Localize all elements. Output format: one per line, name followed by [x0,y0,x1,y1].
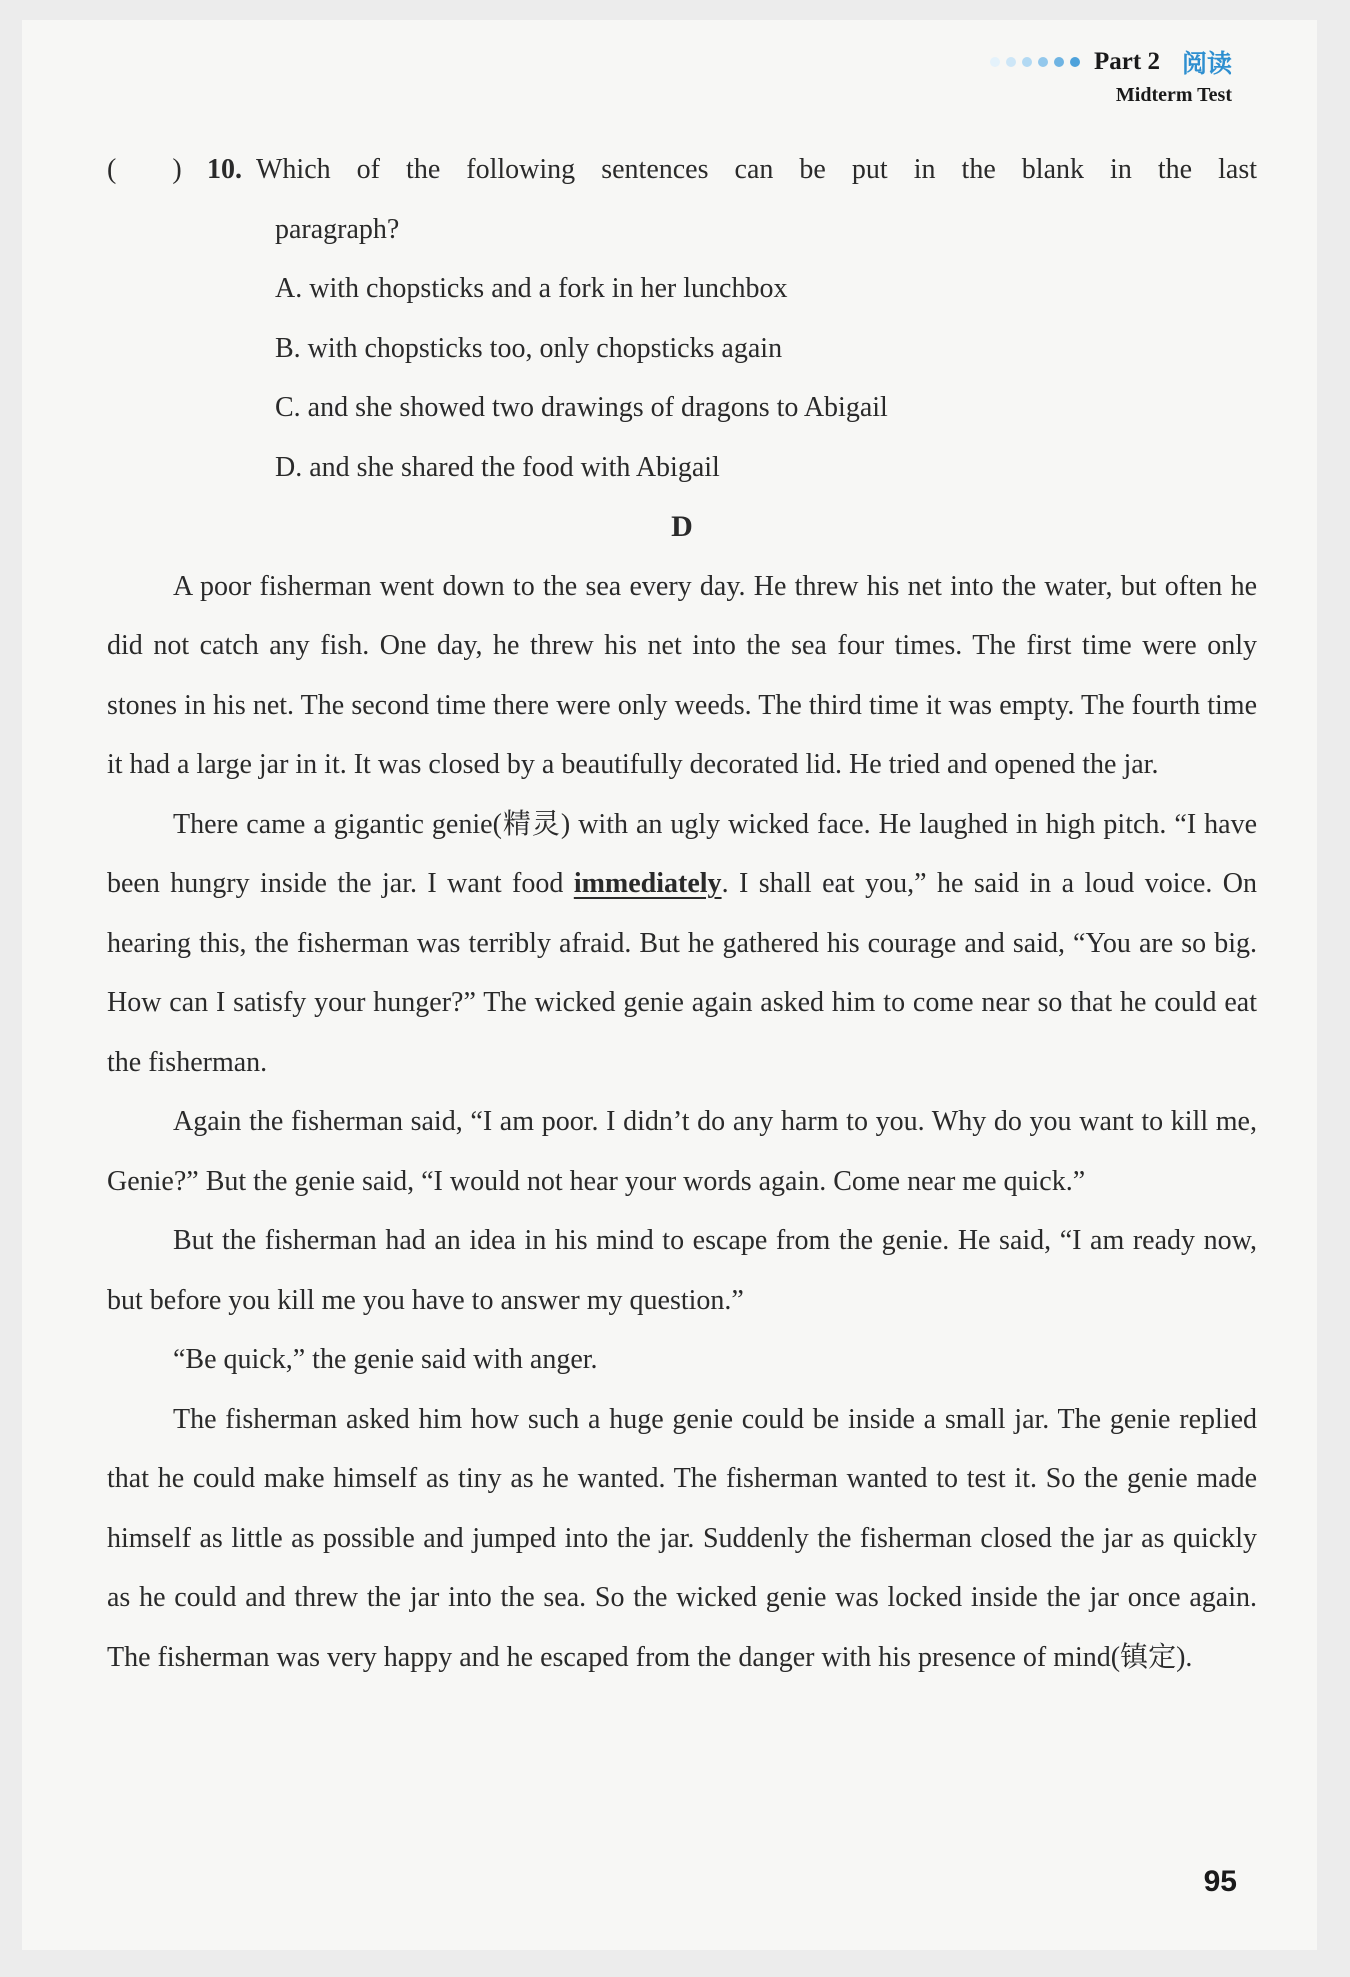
header-subtitle: Midterm Test [1115,84,1232,106]
option-a: A. with chopsticks and a fork in her lunchbox [275,273,788,304]
paragraph-3: Again the fisherman said, “I am poor. I didn’t do any harm to you. Why do you want to kill me, Genie?” But the genie said, “I would not hear your words again. Come near me quick.” [107,1106,1257,1197]
dot-icon [1006,57,1016,67]
page-header [990,44,1232,107]
question-10 [107,140,1257,200]
emphasized-word: immediately [573,868,722,899]
decorative-dots [990,57,1080,67]
answer-blank: ( ) [107,154,182,185]
paragraph-5: “Be quick,” the genie said with anger. [173,1344,598,1375]
paragraph-1: A poor fisherman went down to the sea every day. He threw his net into the water, but often he did not catch any fish. One day, he threw his net into the sea four times. The first time were only stones in his net. The second time there were only weeds. The third time it was empty. The fourth time it had a large jar in it. It was closed by a beautifully decorated lid. He tried and opened the jar. [107,570,1257,780]
section-title: D [671,510,693,543]
page-number: 95 [1203,1865,1237,1898]
paragraph-2-part-a: There came a gigantic genie(精灵) with an ugly wicked face. He laughed in high pitch. “I have been hungry inside the jar. I want food [107,808,1257,899]
paragraph-2 [107,795,1257,1093]
option-b: B. with chopsticks too, only chopsticks again [275,332,783,364]
dot-icon [1022,57,1032,67]
paragraph-4: But the fisherman had an idea in his mind to escape from the genie. He said, “I am ready now, but before you kill me you have to answer my question.” [107,1225,1257,1316]
question-text-continued: paragraph? [275,213,400,245]
dot-icon [1054,57,1064,67]
dot-icon [1038,57,1048,67]
question-text: Which of the following sentences can be put in the blank in the last [256,154,1257,185]
dot-icon [1070,57,1080,67]
dot-icon [990,57,1000,67]
option-d: D. and she shared the food with Abigail [275,451,720,483]
paragraph-2-part-b: . I shall eat you,” he said in a loud voice. On hearing this, the fisherman was terribly afraid. But he gathered his courage and said, “You are so big. How can I satisfy your hunger?” The wicked genie again asked him to come near so that he could eat the fisherman. [107,868,1257,1078]
part-label: Part 2 [1094,48,1160,75]
page-content [107,140,1257,1687]
part-label-cn: 阅读 [1181,49,1232,78]
option-c: C. and she showed two drawings of dragons to Abigail [275,392,888,423]
book-page [22,20,1317,1950]
paragraph-6: The fisherman asked him how such a huge genie could be inside a small jar. The genie replied that he could make himself as tiny as he wanted. The fisherman wanted to test it. So the genie made himself as little as possible and jumped into the jar. Suddenly the fisherman closed the jar as quickly as he could and threw the jar into the sea. So the wicked genie was locked inside the jar once again. The fisherman was very happy and he escaped from the danger with his presence of mind(镇定). [107,1403,1257,1673]
question-number: 10. [207,154,242,185]
